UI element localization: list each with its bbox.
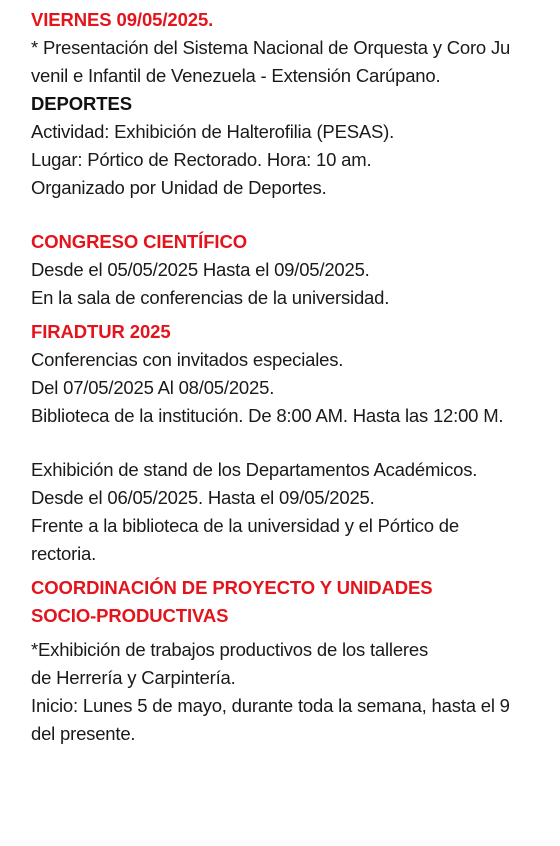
section-title-deportes: DEPORTES xyxy=(31,93,132,114)
text-line: Frente a la biblioteca de la universidad y el Pórtico de xyxy=(31,515,459,536)
text-line: Conferencias con invitados especiales. xyxy=(31,349,344,370)
section-deportes xyxy=(31,90,557,202)
text-line: Desde el 06/05/2025. Hasta el 09/05/2025. xyxy=(31,487,375,508)
text-line: Lugar: Pórtico de Rectorado. Hora: 10 am. xyxy=(31,149,372,170)
text-line: Desde el 05/05/2025 Hasta el 09/05/2025. xyxy=(31,259,370,280)
spacer xyxy=(31,202,557,228)
text-line: Organizado por Unidad de Deportes. xyxy=(31,177,327,198)
text-line: rectoria. xyxy=(31,543,97,564)
section-title-congreso: CONGRESO CIENTÍFICO xyxy=(31,231,247,252)
text-line: * Presentación del Sistema Nacional de Orquesta y Coro Ju xyxy=(31,37,511,58)
text-line: Del 07/05/2025 Al 08/05/2025. xyxy=(31,377,275,398)
text-line: del presente. xyxy=(31,723,136,744)
text-line: Exhibición de stand de los Departamentos Académicos. xyxy=(31,459,478,480)
text-line: Biblioteca de la institución. De 8:00 AM. Hasta las 12:00 M. xyxy=(31,405,504,426)
text-line: *Exhibición de trabajos productivos de los talleres xyxy=(31,639,429,660)
text-line: Inicio: Lunes 5 de mayo, durante toda la semana, hasta el 9 xyxy=(31,695,510,716)
spacer xyxy=(31,430,557,456)
text-line: de Herrería y Carpintería. xyxy=(31,667,236,688)
section-title-viernes: VIERNES 09/05/2025. xyxy=(31,9,214,30)
section-firadtur xyxy=(31,318,557,568)
section-title-coordinacion: SOCIO-PRODUCTIVAS xyxy=(31,605,229,626)
section-congreso xyxy=(31,228,557,312)
section-coordinacion xyxy=(31,574,557,748)
text-line: venil e Infantil de Venezuela - Extensión Carúpano. xyxy=(31,65,441,86)
text-line: En la sala de conferencias de la universidad. xyxy=(31,287,390,308)
section-title-firadtur: FIRADTUR 2025 xyxy=(31,321,171,342)
section-title-coordinacion: COORDINACIÓN DE PROYECTO Y UNIDADES xyxy=(31,577,433,598)
schedule-document xyxy=(31,6,557,748)
section-viernes xyxy=(31,6,557,90)
text-line: Actividad: Exhibición de Halterofilia (PESAS). xyxy=(31,121,395,142)
